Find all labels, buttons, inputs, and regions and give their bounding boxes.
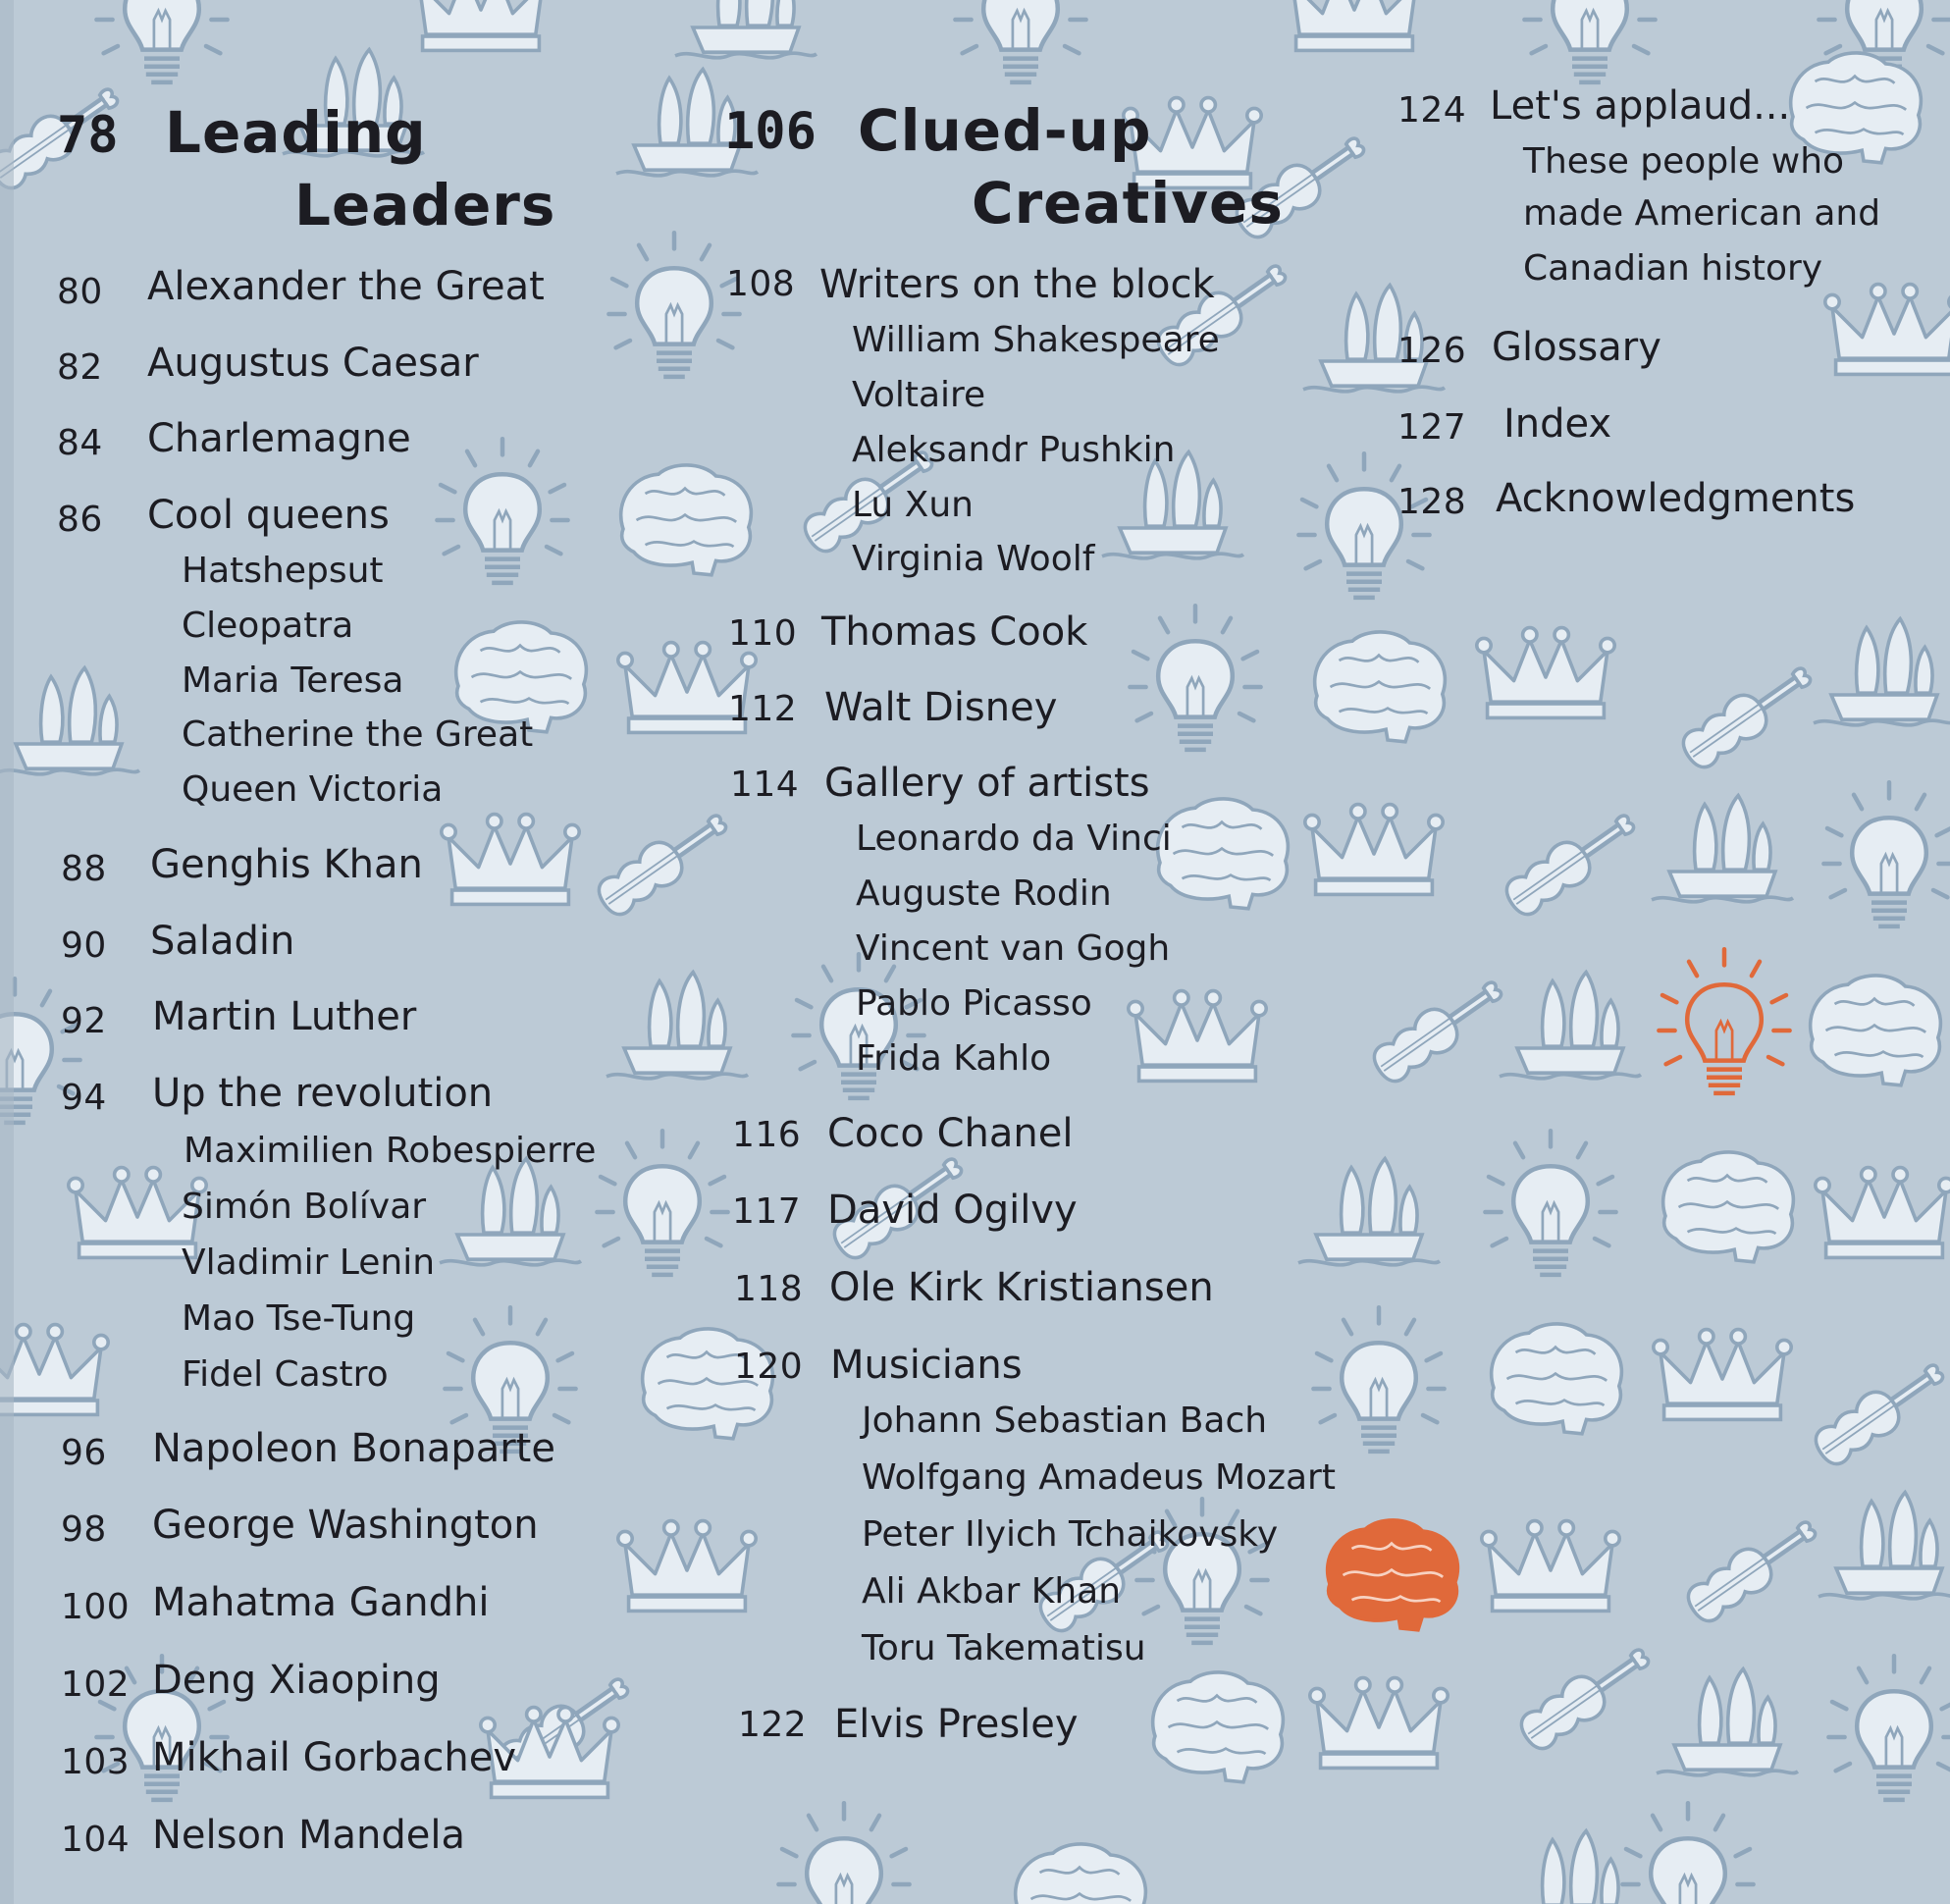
entry-page-number: 112 [728, 689, 798, 729]
entry-subitem: Fidel Castro [182, 1354, 389, 1395]
entry-title: Charlemagne [147, 416, 411, 461]
entry-page-number: 82 [57, 347, 103, 388]
entry-page-number: 94 [61, 1078, 107, 1118]
entry-title: Coco Chanel [827, 1111, 1074, 1156]
entry-subitem: Canadian history [1523, 248, 1823, 289]
entry-page-number: 102 [61, 1665, 131, 1705]
entry-subitem: Mao Tse-Tung [182, 1298, 416, 1339]
entry-page-number: 120 [734, 1347, 804, 1387]
entry-title: Genghis Khan [150, 842, 423, 887]
entry-subitem: Hatshepsut [182, 551, 384, 591]
entry-page-number: 80 [57, 272, 103, 312]
section-title-line-2: Creatives [972, 170, 1284, 237]
entry-subitem: Vladimir Lenin [182, 1243, 436, 1283]
entry-title: Augustus Caesar [147, 341, 479, 386]
entry-subitem: Cleopatra [182, 606, 354, 646]
entry-page-number: 98 [61, 1509, 107, 1550]
entry-subitem: Vincent van Gogh [856, 928, 1171, 969]
entry-subitem: These people who [1523, 141, 1845, 182]
entry-subitem: made American and [1523, 193, 1881, 234]
entry-page-number: 104 [61, 1820, 131, 1860]
section-title-line-1: Leading [165, 99, 427, 166]
entry-page-number: 86 [57, 500, 103, 540]
entry-page-number: 88 [61, 849, 107, 889]
entry-title: Musicians [830, 1343, 1023, 1388]
entry-page-number: 114 [730, 765, 800, 805]
entry-title: Up the revolution [152, 1071, 494, 1116]
entry-page-number: 96 [61, 1433, 107, 1473]
entry-page-number: 90 [61, 926, 107, 966]
entry-title: Martin Luther [152, 994, 417, 1039]
entry-subitem: William Shakespeare [852, 320, 1220, 360]
entry-subitem: Voltaire [852, 375, 986, 415]
entry-subitem: Auguste Rodin [856, 873, 1112, 914]
entry-title: Deng Xiaoping [152, 1658, 441, 1703]
entry-subitem: Virginia Woolf [852, 539, 1095, 579]
entry-page-number: 118 [734, 1269, 804, 1309]
entry-title: Alexander the Great [147, 264, 545, 309]
entry-title: Ole Kirk Kristiansen [829, 1265, 1214, 1310]
entry-page-number: 100 [61, 1587, 131, 1627]
entry-subitem: Wolfgang Amadeus Mozart [862, 1457, 1336, 1498]
entry-page-number: 127 [1397, 407, 1467, 448]
entry-page-number: 126 [1397, 331, 1467, 371]
entry-subitem: Ali Akbar Khan [862, 1571, 1122, 1612]
entry-page-number: 128 [1397, 482, 1467, 522]
section-page-number: 78 [57, 106, 119, 165]
entry-subitem: Maximilien Robespierre [184, 1131, 597, 1171]
entry-title: Let's applaud... [1490, 83, 1791, 129]
entry-title: Mahatma Gandhi [152, 1580, 490, 1625]
entry-title: Walt Disney [824, 685, 1058, 730]
entry-page-number: 103 [61, 1742, 131, 1782]
entry-page-number: 92 [61, 1001, 107, 1041]
entry-subitem: Leonardo da Vinci [856, 819, 1172, 859]
entry-title: Mikhail Gorbachev [152, 1735, 517, 1780]
entry-subitem: Johann Sebastian Bach [862, 1401, 1268, 1441]
entry-subitem: Catherine the Great [182, 714, 534, 755]
entry-title: David Ogilvy [827, 1188, 1078, 1233]
entry-page-number: 117 [732, 1191, 802, 1232]
entry-title: Napoleon Bonaparte [152, 1426, 555, 1471]
section-page-number: 106 [724, 102, 817, 161]
section-title-line-1: Clued-up [858, 97, 1152, 164]
entry-subitem: Peter Ilyich Tchaikovsky [862, 1514, 1279, 1555]
entry-subitem: Simón Bolívar [182, 1187, 427, 1227]
entry-title: George Washington [152, 1503, 539, 1548]
entry-title: Saladin [150, 919, 295, 964]
entry-title: Glossary [1492, 325, 1661, 370]
entry-title: Elvis Presley [834, 1702, 1079, 1747]
entry-page-number: 84 [57, 423, 103, 463]
entry-subitem: Aleksandr Pushkin [852, 430, 1176, 470]
entry-subitem: Frida Kahlo [856, 1038, 1052, 1079]
entry-subitem: Pablo Picasso [856, 983, 1092, 1024]
entry-title: Index [1503, 401, 1612, 447]
section-title-line-2: Leaders [294, 172, 556, 238]
entry-title: Nelson Mandela [152, 1813, 466, 1858]
entry-page-number: 124 [1397, 90, 1467, 131]
entry-subitem: Toru Takematisu [862, 1628, 1146, 1668]
entry-subitem: Lu Xun [852, 485, 974, 525]
entry-subitem: Maria Teresa [182, 661, 404, 701]
entry-page-number: 122 [738, 1705, 808, 1745]
entry-title: Writers on the block [819, 262, 1215, 307]
entry-page-number: 108 [726, 264, 796, 304]
entry-title: Thomas Cook [821, 609, 1088, 655]
entry-subitem: Queen Victoria [182, 769, 444, 810]
entry-title: Gallery of artists [824, 761, 1150, 806]
entry-page-number: 110 [728, 613, 798, 654]
entry-page-number: 116 [732, 1115, 802, 1155]
entry-title: Cool queens [147, 493, 390, 538]
entry-title: Acknowledgments [1496, 476, 1856, 521]
